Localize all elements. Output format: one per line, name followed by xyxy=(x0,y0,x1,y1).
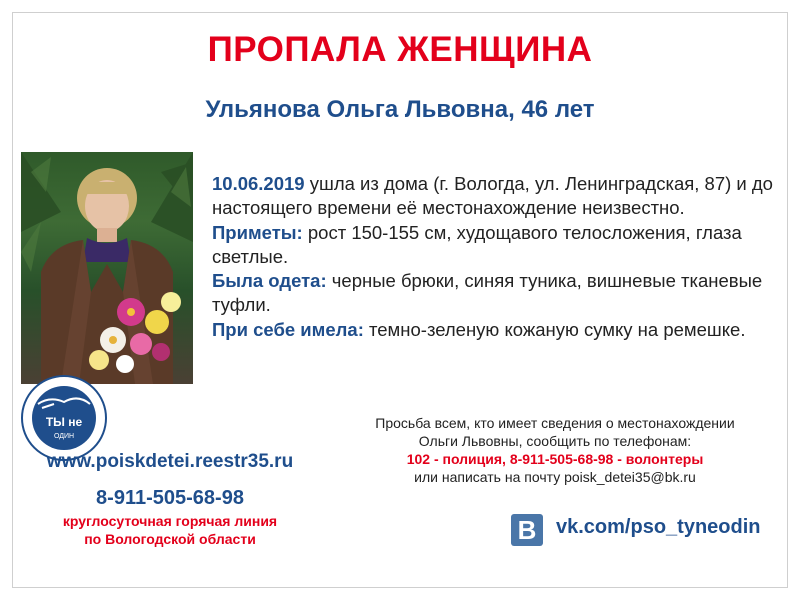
clothes-paragraph xyxy=(212,269,782,318)
person-name: Ульянова Ольга Львовна, 46 лет xyxy=(205,96,595,123)
hotline-description xyxy=(0,512,340,548)
photo-illustration xyxy=(21,152,193,384)
logo-sub-text: ОДИН xyxy=(53,433,75,440)
poster-title: ПРОПАЛА ЖЕНЩИНА xyxy=(207,30,593,69)
description-block xyxy=(212,172,782,342)
missing-person-photo xyxy=(21,152,193,384)
request-line-2: Ольги Львовны, сообщить по телефонам: xyxy=(418,433,692,449)
disappearance-text: ушла из дома (г. Вологда, ул. Ленинградская, 87) и до настоящего времени её местонахождение неизвестно. xyxy=(212,173,773,219)
organization-logo xyxy=(20,374,108,462)
items-text: темно-зеленую кожаную сумку на ремешке. xyxy=(363,318,746,340)
description-date-paragraph xyxy=(212,172,782,221)
clothes-text: черные брюки, синяя туника, вишневые тканевые туфли. xyxy=(212,270,763,316)
vk-icon[interactable]: B xyxy=(511,514,543,546)
website-link[interactable]: www.poiskdetei.reestr35.ru xyxy=(46,451,294,472)
request-phones: 102 - полиция, 8-911-505-68-98 - волонтеры xyxy=(406,451,704,467)
signs-paragraph xyxy=(212,221,782,270)
logo-main-text: ТЫ не xyxy=(45,415,83,429)
logo-emblem-icon xyxy=(20,374,108,462)
hotline-line-1: круглосуточная горячая линия xyxy=(62,513,278,529)
items-paragraph xyxy=(212,318,782,342)
hotline-line-2: по Вологодской области xyxy=(84,531,256,547)
items-label: При себе имела: xyxy=(212,318,364,340)
request-email: или написать на почту poisk_detei35@bk.ru xyxy=(414,469,696,485)
vk-link[interactable]: vk.com/pso_tyneodin xyxy=(556,516,761,538)
signs-label: Приметы: xyxy=(212,221,303,243)
clothes-label: Была одета: xyxy=(212,270,327,292)
disappearance-date: 10.06.2019 xyxy=(212,173,305,194)
request-block xyxy=(320,414,790,486)
request-line-1: Просьба всем, кто имеет сведения о местонахождении xyxy=(375,415,735,431)
signs-text: рост 150-155 см, худощавого телосложения, глаза светлые. xyxy=(212,221,742,267)
hotline-phone[interactable]: 8-911-505-68-98 xyxy=(96,487,244,509)
